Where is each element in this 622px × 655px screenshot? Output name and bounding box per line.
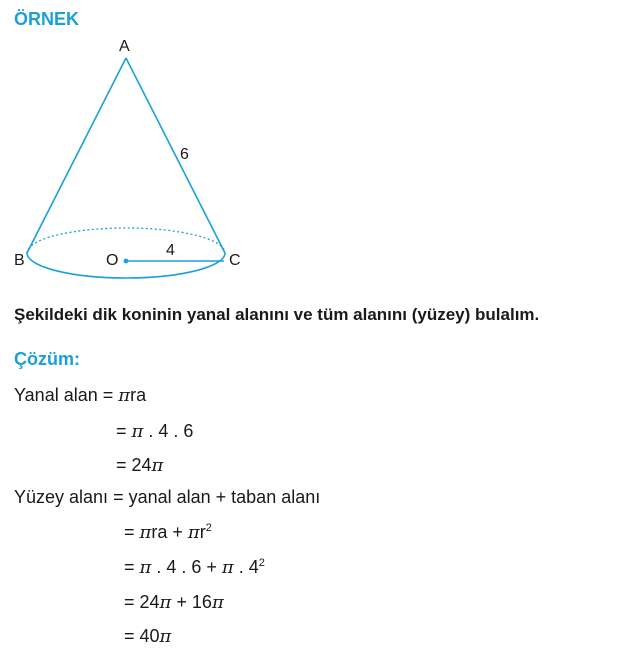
pi-symbol: π [139,522,152,543]
question-text: Şekildeki dik koninin yanal alanını ve tüm alanını (yüzey) bulalım. [14,305,540,324]
surface-line-1: Yüzey alanı = yanal alan + taban alanı [14,487,321,507]
lateral-line-3: = 24π [116,455,164,476]
center-point [124,259,129,264]
pi-symbol: π [131,421,144,442]
solution-heading: Çözüm: [14,349,80,369]
pi-symbol: π [211,592,224,613]
surface-substitution-b: . 4 [233,557,259,577]
pi-symbol: π [187,522,200,543]
base-front-arc [27,253,225,278]
surface-result: 40 [139,626,160,646]
pi-symbol: π [139,557,152,578]
lateral-line-2: = π . 4 . 6 [116,421,194,442]
lateral-result: 24 [131,455,152,475]
pi-symbol: π [221,557,234,578]
surface-definition: yanal alan + taban alanı [128,487,321,507]
pi-symbol: π [151,455,164,476]
pi-symbol: π [118,385,131,406]
example-heading: ÖRNEK [14,9,80,29]
cone-edge-ab [27,58,126,253]
label-a: A [119,38,130,55]
surface-sum-b: + 16 [171,592,212,612]
surface-formula-b: r [199,522,206,542]
surface-sum-a: 24 [139,592,160,612]
exponent: 2 [258,557,265,569]
lateral-substitution: . 4 . 6 [143,421,194,441]
lateral-label: Yanal alan [14,385,98,405]
lateral-formula: ra [130,385,147,405]
pi-symbol: π [159,626,172,647]
surface-line-2: = $\pi ra + \pi r^2$ [124,522,212,543]
surface-label: Yüzey alanı [14,487,109,507]
pi-symbol: π [159,592,172,613]
base-back-arc [27,228,225,253]
surface-line-4: = 24π + 16π [124,592,224,613]
cone-edge-ac [126,58,225,253]
label-radius: 4 [166,242,175,259]
surface-line-5: = 40π [124,626,172,647]
cone-figure [0,0,622,300]
lateral-line-1: Yanal alan = πra [14,385,147,406]
surface-substitution-a: . 4 . 6 + [151,557,222,577]
label-o: O [106,252,119,269]
label-b: B [14,252,25,269]
surface-formula-a: ra + [151,522,188,542]
label-slant: 6 [180,146,189,163]
surface-line-3: = π . 4 . 6 + π . $4^2$ [124,557,265,578]
exponent: 2 [205,522,212,534]
label-c: C [229,252,241,269]
